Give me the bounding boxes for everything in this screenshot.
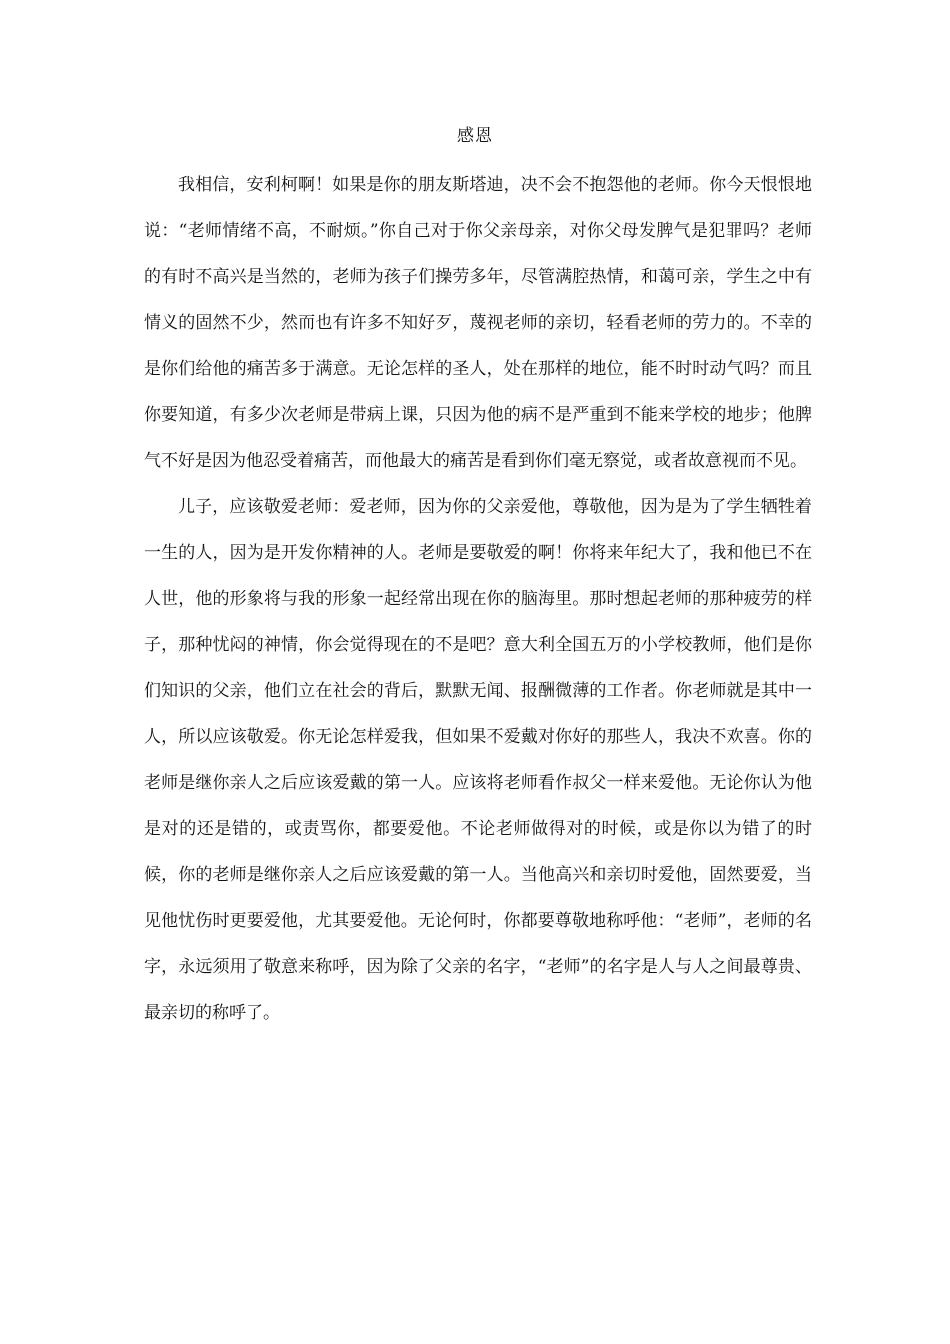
paragraph-2: 儿子，应该敬爱老师：爱老师，因为你的父亲爱他，尊敬他，因为是为了学生牺牲着一生的人，因为是开发你精神的人。老师是要敬爱的啊！你将来年纪大了，我和他已不在人世，他的形象将与我的形象一起经常出现在你的脑海里。那时想起老师的那种疲劳的样子，那种忧闷的神情，你会觉得现在的不是吧？意大利全国五万的小学校教师，他们是你们知识的父亲，他们立在社会的背后，默默无闻、报酬微薄的工作者。你老师就是其中一人，所以应该敬爱。你无论怎样爱我，但如果不爱戴对你好的那些人，我决不欢喜。你的老师是继你亲人之后应该爱戴的第一人。应该将老师看作叔父一样来爱他。无论你认为他是对的还是错的，或责骂你，都要爱他。不论老师做得对的时候，或是你以为错了的时候，你的老师是继你亲人之后应该爱戴的第一人。当他高兴和亲切时爱他，固然要爱，当见他忧伤时更要爱他，尤其要爱他。无论何时，你都要尊敬地称呼他：“老师”，老师的名字，永远须用了敬意来称呼，因为除了父亲的名字，“老师”的名字是人与人之间最尊贵、最亲切的称呼了。 [144,497,812,1023]
document-title: 感恩 [457,126,493,146]
document-body [144,162,812,1036]
paragraph-1: 我相信，安利柯啊！如果是你的朋友斯塔迪，决不会不抱怨他的老师。你今天恨恨地说：“老师情绪不高，不耐烦。”你自己对于你父亲母亲，对你父母发脾气是犯罪吗？老师的有时不高兴是当然的，老师为孩子们操劳多年，尽管满腔热情，和蔼可亲，学生之中有情义的固然不少，然而也有许多不知好歹，蔑视老师的亲切，轻看老师的劳力的。不幸的是你们给他的痛苦多于满意。无论怎样的圣人，处在那样的地位，能不时时动气吗？而且你要知道，有多少次老师是带病上课，只因为他的病不是严重到不能来学校的地步；他脾气不好是因为他忍受着痛苦，而他最大的痛苦是看到你们毫无察觉，或者故意视而不见。 [144,175,812,471]
